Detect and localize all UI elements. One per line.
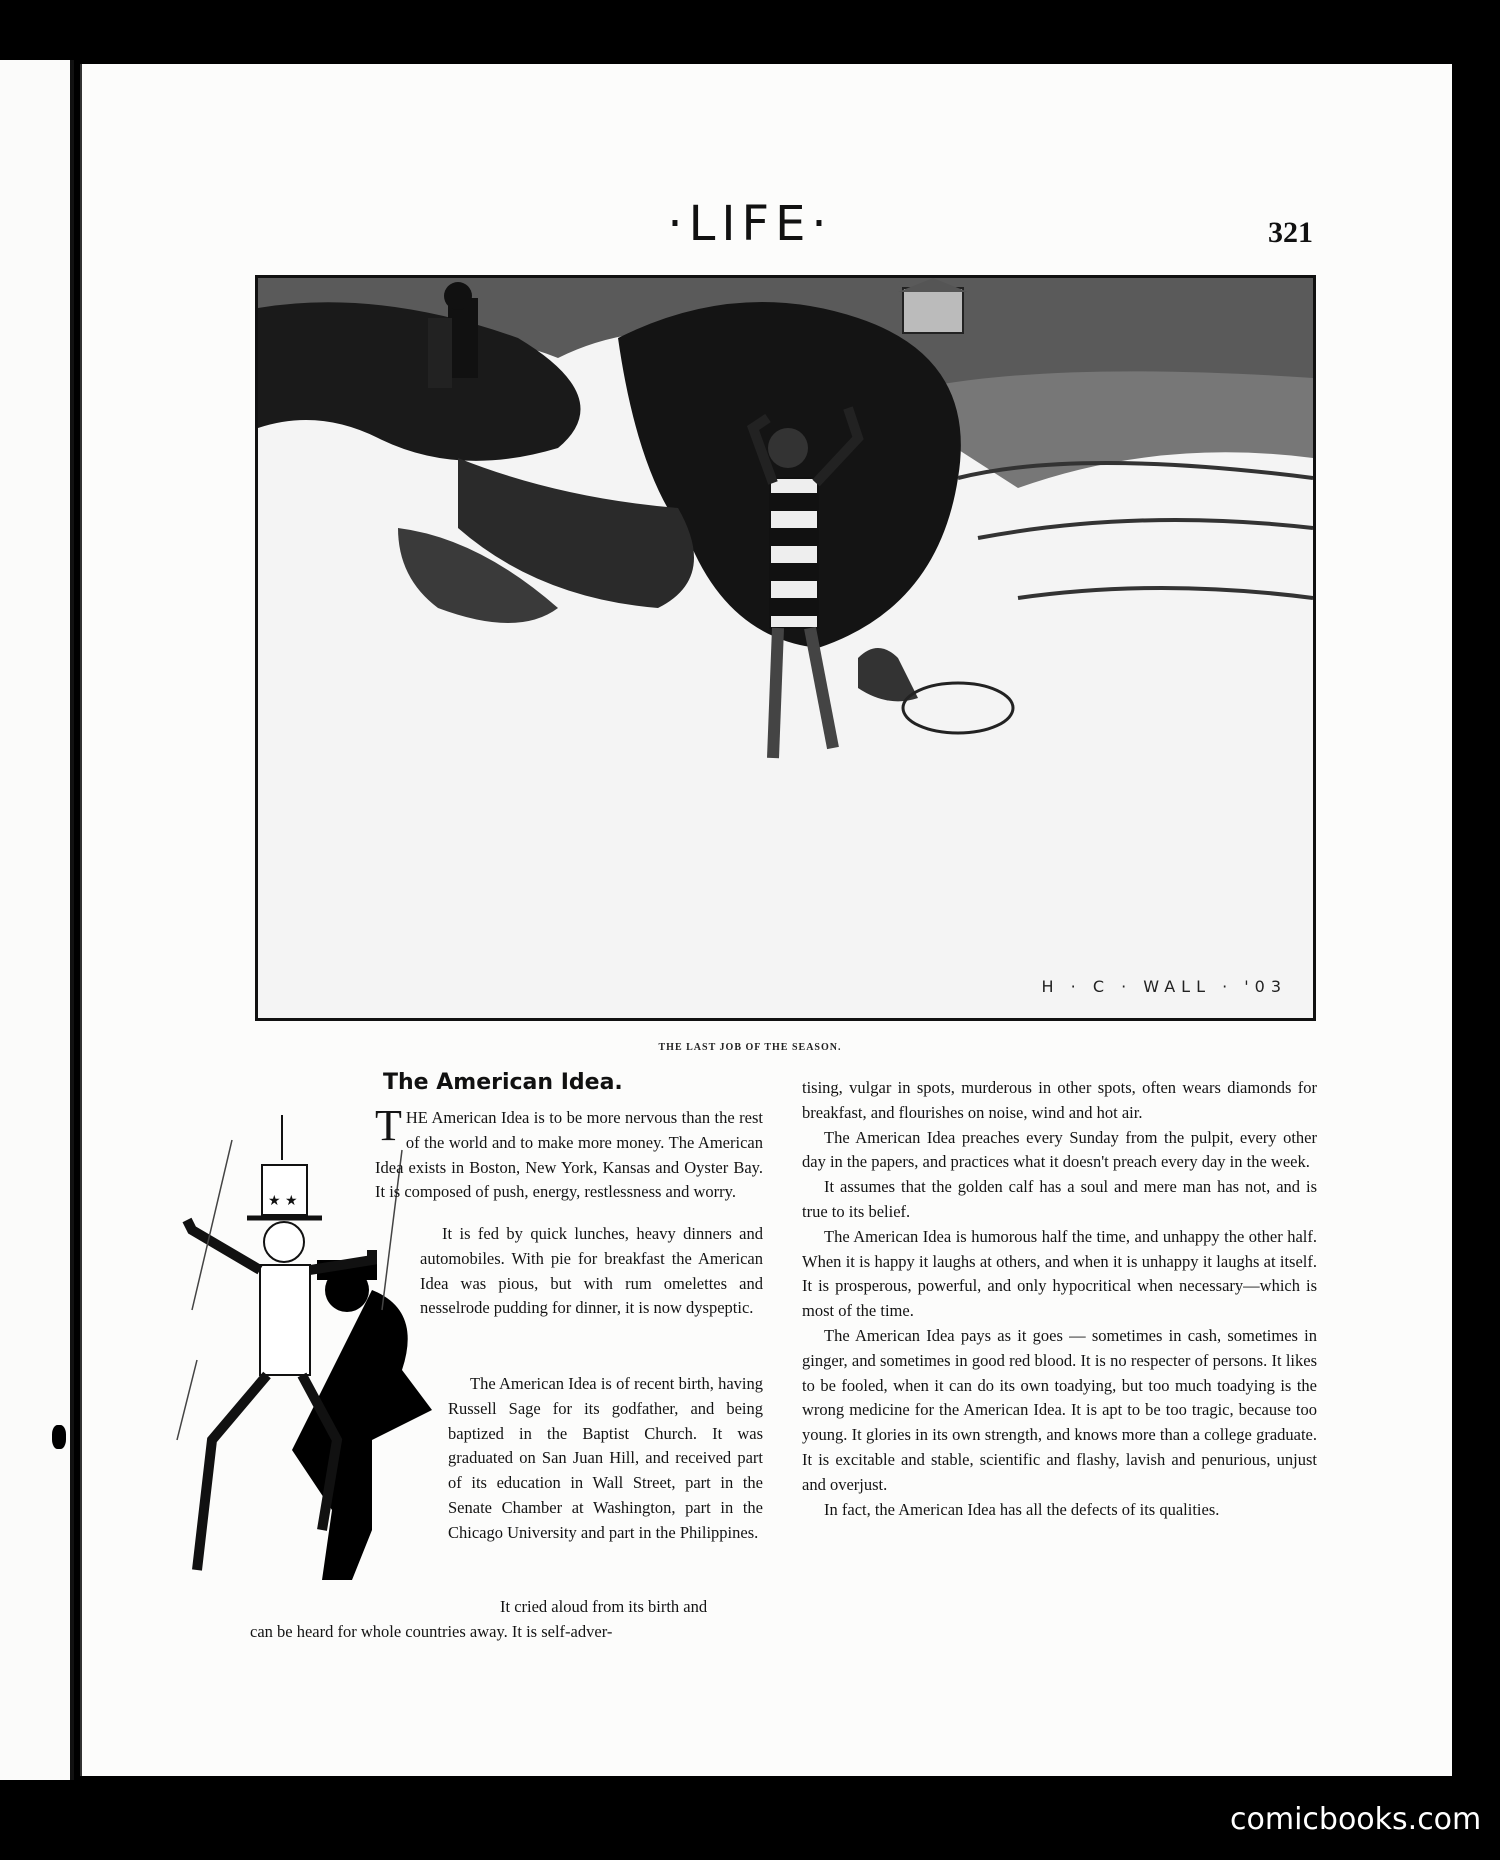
paragraph: tising, vulgar in spots, murderous in other spots, often wears diamonds for breakfast, and flourishes on noise, wind and hot air. (802, 1078, 1317, 1122)
article-right-column (802, 1076, 1317, 1522)
paragraph (375, 1101, 763, 1205)
article-title: The American Idea. (383, 1070, 623, 1095)
paragraph: It assumes that the golden calf has a soul and mere man has not, and is true to its belief. (802, 1177, 1317, 1221)
svg-text:★ ★: ★ ★ (268, 1193, 298, 1209)
paragraph-line: It cried aloud from its birth and (500, 1597, 708, 1616)
paragraph-line: can be heard for whole countries away. It is self-adver- (250, 1621, 613, 1641)
article-left-column-food (420, 1222, 763, 1321)
scan-border (1452, 64, 1500, 1776)
paragraph: In fact, the American Idea has all the defects of its qualities. (824, 1499, 1220, 1519)
article-left-column-end (250, 1595, 763, 1645)
beach-illustration (255, 275, 1316, 1021)
paragraph: The American Idea is humorous half the time, and unhappy the other half. When it is happy it laughs at others, and when it is unhappy it laughs at itself. It is prosperous, powerful, and only hypocritical when necessary—which is most of the time. (802, 1226, 1317, 1321)
paragraph: The American Idea preaches every Sunday from the pulpit, every other day in the papers, and practices what it doesn't preach every day in the week. (802, 1127, 1317, 1172)
paragraph: It is fed by quick lunches, heavy dinners and automobiles. With pie for breakfast the American Idea was pious, but with rum omelettes and nesselrode pudding for dinner, it is now dyspeptic. (420, 1224, 763, 1318)
paragraph-text: HE American Idea is to be more nervous than the rest of the world and to make more money. The American Idea exists in Boston, New York, Kansas and Oyster Bay. It is composed of push, energy, restlessness and worry. (375, 1108, 763, 1202)
beach-scene-drawing (258, 278, 1313, 1018)
facing-page-edge (0, 60, 74, 1780)
binding-mark (52, 1425, 66, 1449)
site-watermark: comicbooks.com (1230, 1802, 1482, 1837)
masthead: ·LIFE· (667, 196, 833, 252)
drop-cap: T (375, 1101, 402, 1150)
paragraph: The American Idea pays as it goes — sometimes in cash, sometimes in ginger, and sometimes in good red blood. It is no respecter of persons. It likes to be fooled, when it can do its own toadying, but too much toadying is the wrong medicine for the American Idea. It is apt to be too tragic, because too young. It glories in its own strength, and knows more than a college graduate. It is excitable and stable, scientific and flashy, lavish and penurious, unjust and overjust. (802, 1325, 1317, 1494)
article-left-column-intro (375, 1101, 763, 1205)
page-number: 321 (1268, 216, 1313, 249)
artist-signature: H · C · WALL · '03 (1041, 977, 1287, 996)
paragraph: The American Idea is of recent birth, having Russell Sage for its godfather, and being baptized in the Baptist Church. It was graduated on San Juan Hill, and received part of its education in Wall Street, part in the Senate Chamber at Washington, part in the Chicago University and part in the Philippines. (448, 1374, 763, 1542)
article-left-column-birth (448, 1372, 763, 1546)
illustration-caption: THE LAST JOB OF THE SEASON. (658, 1042, 842, 1053)
